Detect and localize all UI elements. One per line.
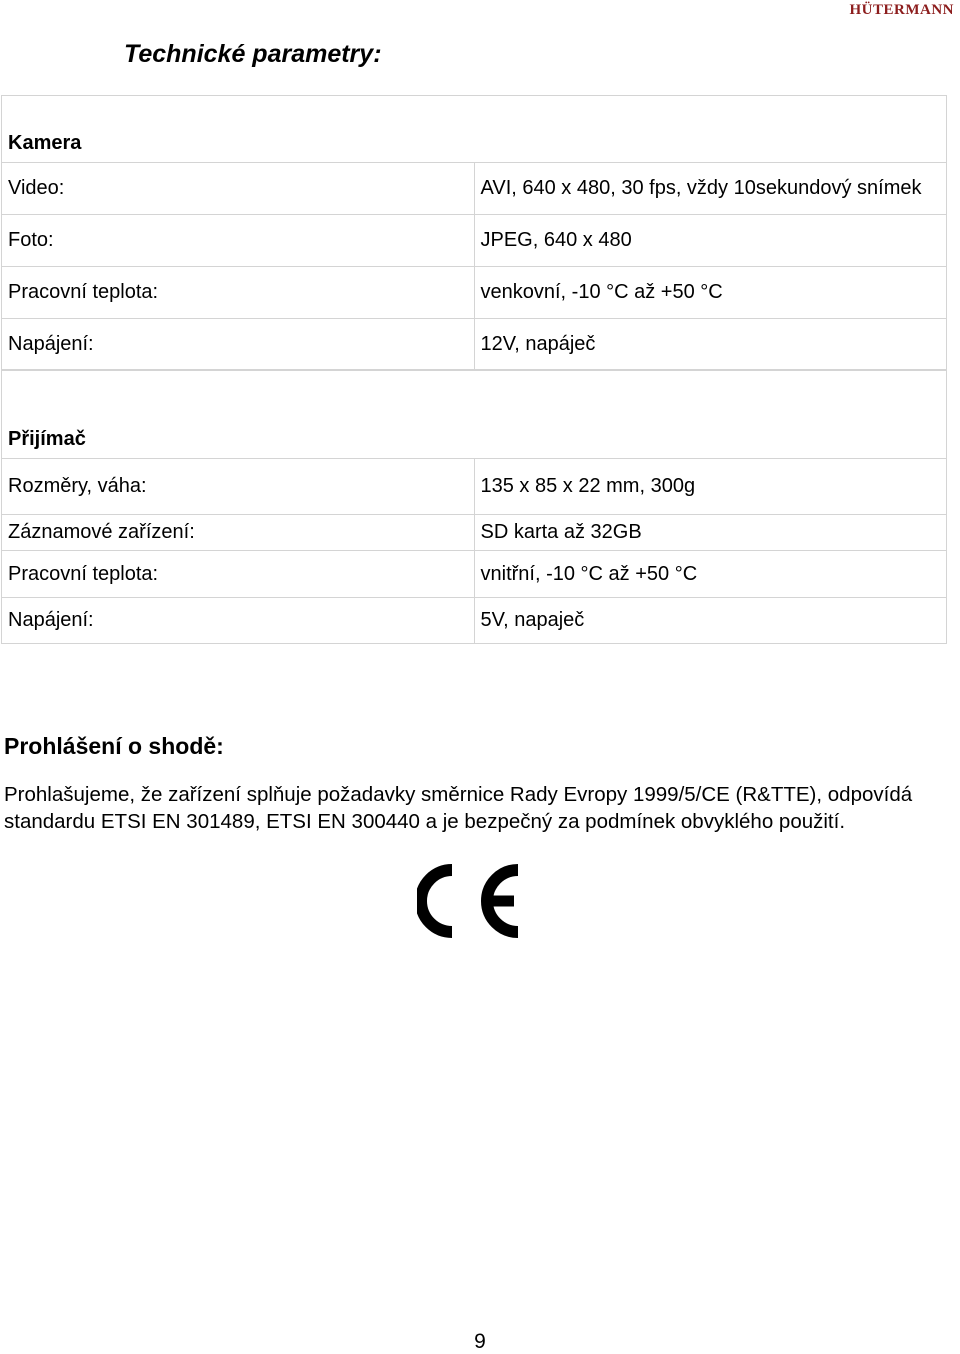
spec-value: 135 x 85 x 22 mm, 300g (474, 459, 947, 515)
camera-heading-row (2, 96, 947, 163)
declaration-heading: Prohlášení o shodě: (4, 733, 224, 759)
table-row (2, 459, 947, 515)
spec-label: Pracovní teplota: (2, 551, 475, 598)
spec-label: Napájení: (2, 598, 475, 644)
ce-mark-icon (417, 860, 527, 942)
page-title: Technické parametry: (124, 40, 382, 68)
receiver-heading: Přijímač (2, 370, 947, 459)
spec-label: Rozměry, váha: (2, 459, 475, 515)
spec-label: Pracovní teplota: (2, 267, 475, 319)
table-row (2, 215, 947, 267)
spec-value: venkovní, -10 °C až +50 °C (474, 267, 947, 319)
spec-value: AVI, 640 x 480, 30 fps, vždy 10sekundový snímek (474, 163, 947, 215)
spec-label: Video: (2, 163, 475, 215)
receiver-spec-table (1, 369, 947, 644)
receiver-heading-row (2, 370, 947, 459)
spec-value: vnitřní, -10 °C až +50 °C (474, 551, 947, 598)
declaration-text: Prohlašujeme, že zařízení splňuje požadavky směrnice Rady Evropy 1999/5/CE (R&TTE), odpovídá standardu ETSI EN 301489, ETSI EN 300440 a je bezpečný za podmínek obvyklého použití. (4, 783, 913, 833)
spec-value: SD karta až 32GB (474, 515, 947, 551)
table-row (2, 267, 947, 319)
table-row (2, 319, 947, 371)
spec-value: JPEG, 640 x 480 (474, 215, 947, 267)
camera-spec-table (1, 95, 947, 371)
table-row (2, 163, 947, 215)
spec-value: 5V, napaječ (474, 598, 947, 644)
table-row (2, 598, 947, 644)
brand-logo: HÜTERMANN (849, 2, 954, 18)
spec-label: Foto: (2, 215, 475, 267)
camera-heading: Kamera (2, 96, 947, 163)
page-number: 9 (474, 1330, 486, 1353)
spec-label: Záznamové zařízení: (2, 515, 475, 551)
spec-value: 12V, napáječ (474, 319, 947, 371)
table-row (2, 515, 947, 551)
table-row (2, 551, 947, 598)
spec-label: Napájení: (2, 319, 475, 371)
